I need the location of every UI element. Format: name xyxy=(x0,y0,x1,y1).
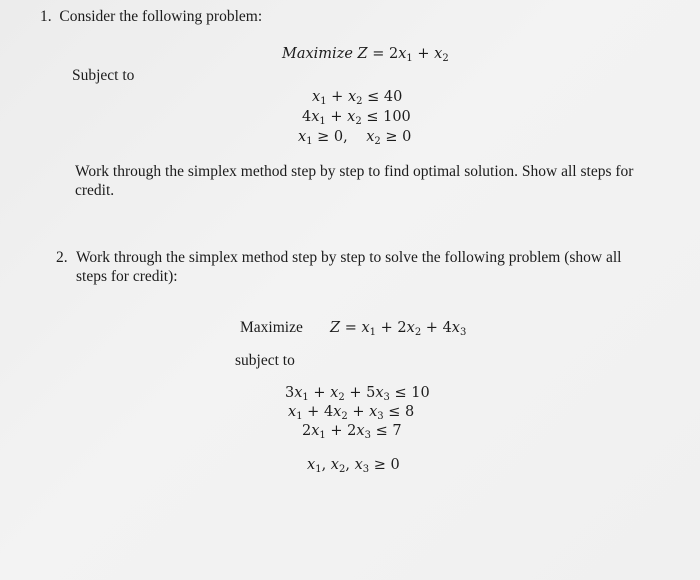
var: x xyxy=(406,320,415,336)
sub: 2 xyxy=(356,96,363,107)
var: x xyxy=(347,89,357,105)
problem-2-constraint: $2x_1 + 2x_3 \le 7$ xyxy=(302,423,402,441)
problem-2-nonnegativity: $x_1$, $x_2$, $x_3 \ge 0$ xyxy=(307,457,400,475)
var: x xyxy=(298,129,307,145)
problem-2-heading-line-1: Work through the simplex method step by step to solve the following problem (show all xyxy=(76,249,622,266)
var: x xyxy=(366,129,375,145)
objective-plus: + xyxy=(417,46,430,62)
coef: 3 xyxy=(285,385,295,401)
objective-coef: 2 xyxy=(388,46,399,62)
sub: 3 xyxy=(377,411,384,422)
sep: , xyxy=(321,457,327,473)
rhs: 40 xyxy=(383,89,403,105)
problem-1-heading xyxy=(40,8,262,26)
problem-2-constraint: $3x_1 + x_2 + 5x_3 \le 10$ xyxy=(285,385,430,403)
objective-var: x xyxy=(434,46,443,62)
sub: 2 xyxy=(338,464,346,475)
rhs: 7 xyxy=(392,423,402,439)
rel: ≥ 0 xyxy=(385,129,412,145)
rel: ≤ xyxy=(394,385,407,401)
var: x xyxy=(311,109,320,125)
problem-1-constraint xyxy=(302,109,411,125)
rel: ≤ xyxy=(388,404,401,420)
sub: 2 xyxy=(414,327,422,338)
var: x xyxy=(451,320,460,336)
rhs: 8 xyxy=(405,404,415,420)
var: x xyxy=(361,320,370,336)
var: x xyxy=(307,457,316,473)
coef: 5 xyxy=(366,385,376,401)
op: + xyxy=(380,320,393,336)
rel: ≥ 0, xyxy=(317,129,348,145)
coef: 4 xyxy=(442,320,452,336)
sub: 1 xyxy=(296,411,303,422)
problem-1-instruction-line-1: Work through the simplex method step by step to find optimal solution. Show all steps for xyxy=(75,163,634,180)
rhs: 10 xyxy=(411,385,430,401)
coef: 2 xyxy=(397,320,407,336)
op: + xyxy=(425,320,438,336)
sub: 1 xyxy=(319,430,326,441)
sub: 2 xyxy=(338,392,345,403)
coef: 2 xyxy=(302,423,312,439)
problem-2-constraint: $x_1 + 4x_2 + x_3 \le 8$ xyxy=(288,404,415,422)
problem-2-subject-to: subject to xyxy=(235,352,295,369)
sub: 2 xyxy=(355,116,362,127)
var: x xyxy=(312,89,321,105)
problem-1-instruction-line-2: credit. xyxy=(75,182,115,199)
problem-1-number: 1. xyxy=(40,8,52,25)
problem-1-subject-to: Subject to xyxy=(72,67,135,84)
sub: 3 xyxy=(364,430,371,441)
problem-1-constraint xyxy=(312,89,402,105)
problem-1-nonnegativity xyxy=(298,129,411,145)
sub: 2 xyxy=(341,411,348,422)
op: + xyxy=(330,109,343,125)
sub: 1 xyxy=(306,136,313,147)
sub: 3 xyxy=(362,464,370,475)
var: x xyxy=(347,109,356,125)
rel: ≥ 0 xyxy=(373,457,400,473)
sub: 3 xyxy=(459,327,467,338)
rhs: 100 xyxy=(383,109,411,125)
maximize-label: Maximize xyxy=(282,46,353,62)
problem-2-number: 2. xyxy=(56,249,68,266)
sub: 1 xyxy=(320,96,327,107)
rel: ≤ xyxy=(366,109,379,125)
sub: 1 xyxy=(302,392,309,403)
sub: 1 xyxy=(315,464,322,475)
coef: 2 xyxy=(347,423,357,439)
op: + xyxy=(331,89,344,105)
problem-2-objective xyxy=(330,320,466,336)
objective-var: x xyxy=(398,46,407,62)
objective-sub: 1 xyxy=(406,53,413,64)
objective-lhs: Z xyxy=(330,320,341,336)
sub: 2 xyxy=(374,136,381,147)
objective-eq: = xyxy=(344,320,357,336)
rel: ≤ xyxy=(375,423,388,439)
sub: 3 xyxy=(383,392,390,403)
objective-lhs: Z xyxy=(357,46,368,62)
coef: 4 xyxy=(302,109,312,125)
coef: 4 xyxy=(323,404,334,420)
problem-2-maximize-label: Maximize xyxy=(240,319,303,336)
problem-2-heading-line-2: steps for credit): xyxy=(76,268,178,285)
rel: ≤ xyxy=(367,89,380,105)
objective-eq: = xyxy=(372,46,385,62)
problem-1-objective xyxy=(282,46,449,62)
sub: 1 xyxy=(369,327,377,338)
objective-sub: 2 xyxy=(442,53,449,64)
problem-1-heading-text: Consider the following problem: xyxy=(59,8,263,25)
sub: 1 xyxy=(319,116,326,127)
